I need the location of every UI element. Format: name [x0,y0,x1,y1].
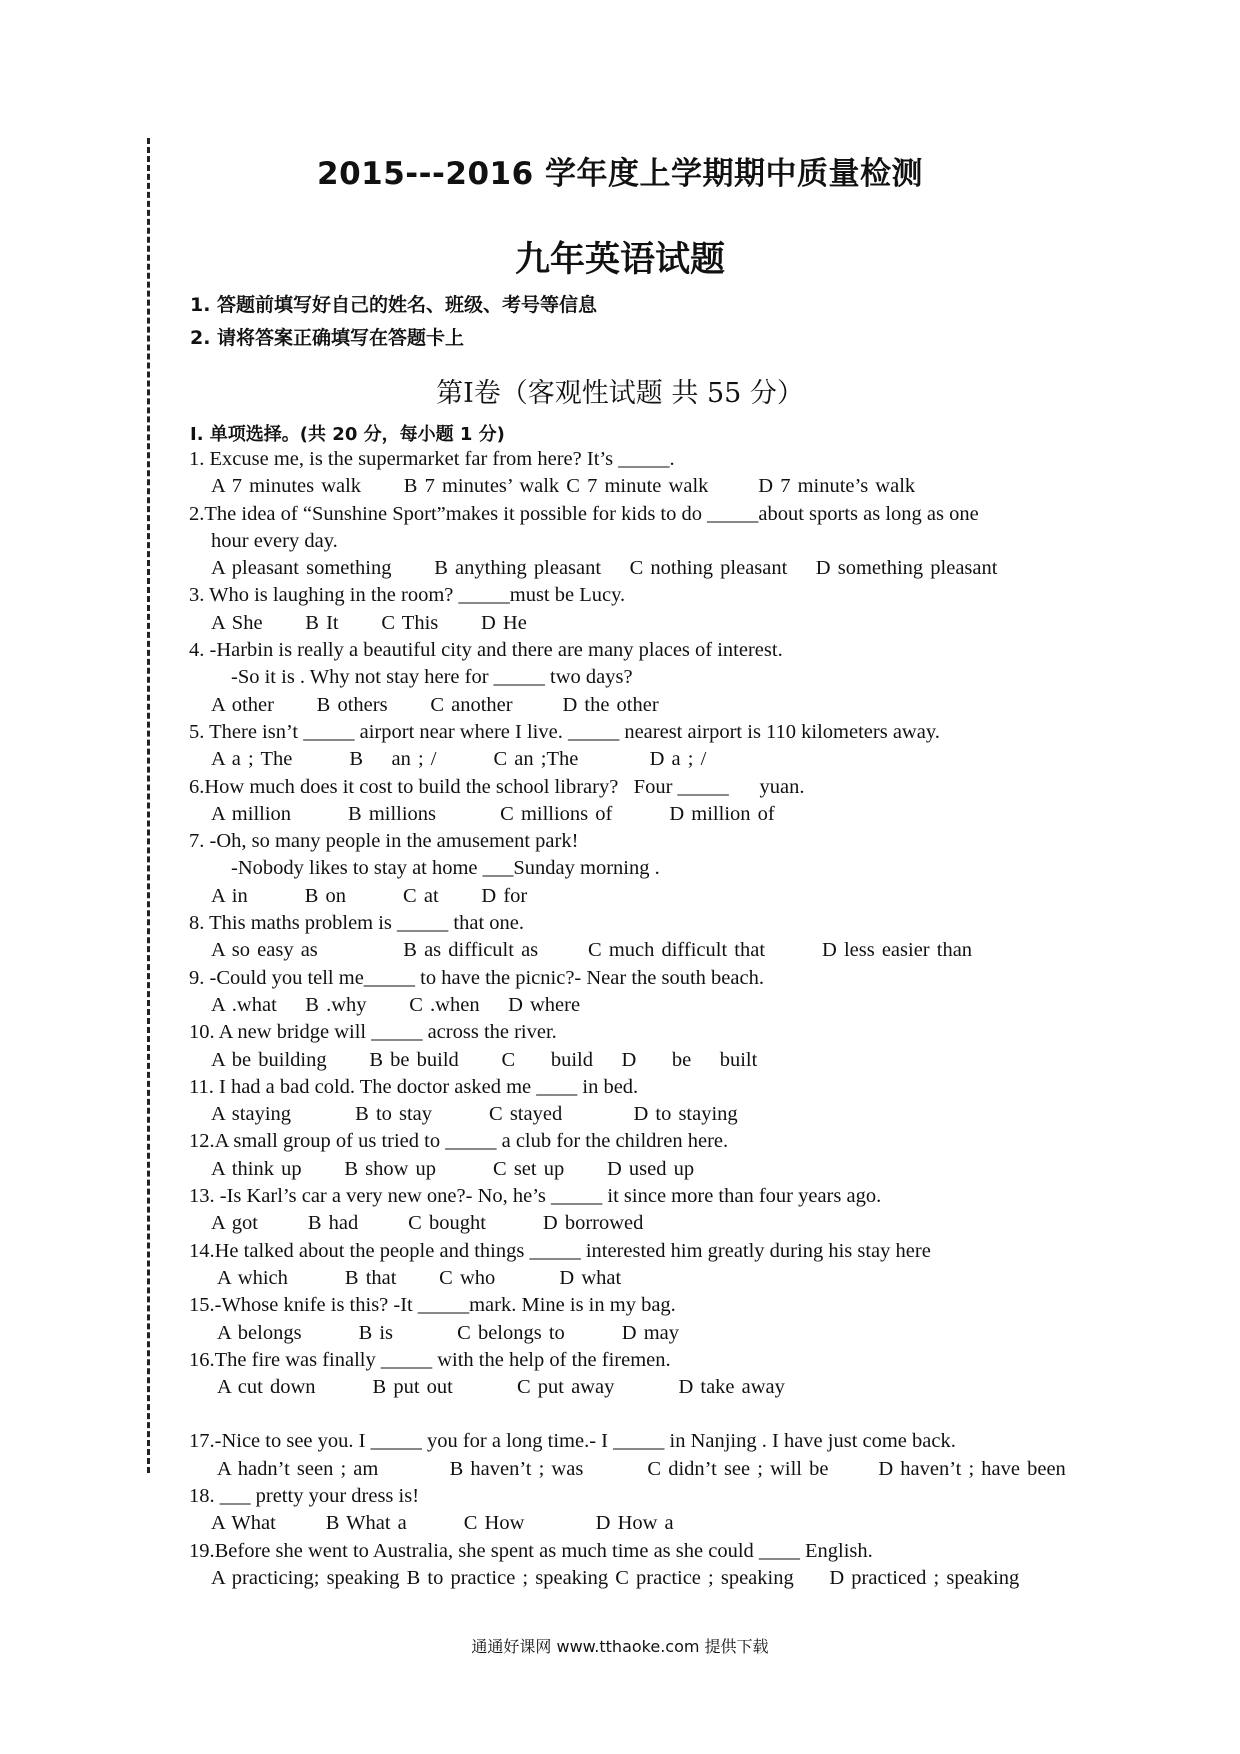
question-stem: 4. -Harbin is really a beautiful city and there are many places of interest. [189,639,783,662]
question-9 [189,965,1069,1020]
question-stem: 6.How much does it cost to build the school library? Four _____ yuan. [189,775,805,798]
question-options: A hadn’t seen ; am B haven’t ; was C didn’t see ; will be D haven’t ; have been [211,1457,1066,1480]
question-5 [189,719,1069,774]
question-8 [189,910,1069,965]
question-options: A belongs B is C belongs to D may [211,1321,680,1344]
exam-title: 2015---2016 学年度上学期期中质量检测 [317,156,923,192]
question-list [189,446,1069,1592]
question-stem: 12.A small group of us tried to _____ a club for the children here. [189,1130,729,1153]
question-options: A which B that C who D what [211,1266,622,1289]
question-4 [189,637,1069,719]
question-stem: 7. -Oh, so many people in the amusement park! [189,830,579,853]
question-options: A got B had C bought D borrowed [211,1212,644,1235]
question-12 [189,1128,1069,1183]
question-options: A practicing; speaking B to practice ; speaking C practice ; speaking D practiced ; speaking [211,1566,1020,1589]
question-stem: 3. Who is laughing in the room? _____must be Lucy. [189,584,626,607]
question-7 [189,828,1069,910]
question-stem: 1. Excuse me, is the supermarket far from here? It’s _____. [189,448,675,470]
question-stem: 14.He talked about the people and things _____ interested him greatly during his stay here [189,1239,931,1262]
question-19 [189,1538,1069,1593]
question-options: A be building B be build C build D be built [211,1048,758,1071]
question-options: A .what B .why C .when D where [211,993,581,1016]
question-options: A million B millions C millions of D million of [211,802,775,825]
question-stem: 10. A new bridge will _____ across the river. [189,1021,557,1044]
question-options: A so easy as B as difficult as C much difficult that D less easier than [211,939,973,962]
download-footer: 通通好课网 www.tthaoke.com 提供下载 [471,1637,769,1656]
question-stem-continued: hour every day. [211,529,338,552]
question-options: A What B What a C How D How a [211,1512,674,1535]
exam-subtitle: 九年英语试题 [514,240,725,280]
question-stem: 2.The idea of “Sunshine Sport”makes it possible for kids to do _____about sports as long as one [189,502,979,525]
question-10 [189,1019,1069,1074]
part-title: 第Ⅰ卷（客观性试题 共 55 分） [436,378,804,409]
question-stem: 5. There isn’t _____ airport near where I live. _____ nearest airport is 110 kilometers away. [189,720,940,743]
question-3 [189,582,1069,637]
question-stem: 17.-Nice to see you. I _____ you for a long time.- I _____ in Nanjing . I have just come back. [189,1430,956,1453]
question-options: A pleasant something B anything pleasant C nothing pleasant D something pleasant [211,557,998,580]
question-6 [189,774,1069,829]
question-17 [189,1428,1069,1483]
question-options: A in B on C at D for [211,884,528,907]
question-stem: 13. -Is Karl’s car a very new one?- No, he’s _____ it since more than four years ago. [189,1185,882,1208]
question-options: A other B others C another D the other [211,693,659,716]
question-options: A a ; The B an ; / C an ;The D a ; / [211,748,707,771]
question-16 [189,1347,1069,1402]
question-response: -So it is . Why not stay here for _____ two days? [231,666,633,689]
question-2 [189,501,1069,583]
question-response: -Nobody likes to stay at home ___Sunday morning . [231,857,660,880]
question-options: A 7 minutes walk B 7 minutes’ walk C 7 minute walk D 7 minute’s walk [211,475,916,498]
section-title: Ⅰ. 单项选择。(共 20 分，每小题 1 分) [190,424,505,445]
blank-gap [189,1401,1069,1428]
question-options: A think up B show up C set up D used up [211,1157,695,1180]
question-1 [189,446,1069,501]
question-15 [189,1292,1069,1347]
question-stem: 9. -Could you tell me_____ to have the picnic?- Near the south beach. [189,966,764,989]
question-18 [189,1483,1069,1538]
question-11 [189,1074,1069,1129]
question-13 [189,1183,1069,1238]
question-stem: 11. I had a bad cold. The doctor asked me ____ in bed. [189,1075,639,1098]
instruction-note-2: 2. 请将答案正确填写在答题卡上 [190,327,465,349]
question-stem: 16.The fire was finally _____ with the help of the firemen. [189,1348,671,1371]
question-options: A staying B to stay C stayed D to staying [211,1103,738,1126]
instruction-note-1: 1. 答题前填写好自己的姓名、班级、考号等信息 [190,294,598,316]
question-stem: 15.-Whose knife is this? -It _____mark. Mine is in my bag. [189,1294,676,1317]
question-options: A She B It C This D He [211,611,527,634]
question-stem: 19.Before she went to Australia, she spent as much time as she could ____ English. [189,1539,873,1562]
binding-cut-line [147,138,150,1473]
question-14 [189,1238,1069,1293]
question-stem: 8. This maths problem is _____ that one. [189,912,524,935]
question-options: A cut down B put out C put away D take away [211,1376,785,1399]
question-stem: 18. ___ pretty your dress is! [189,1484,420,1507]
